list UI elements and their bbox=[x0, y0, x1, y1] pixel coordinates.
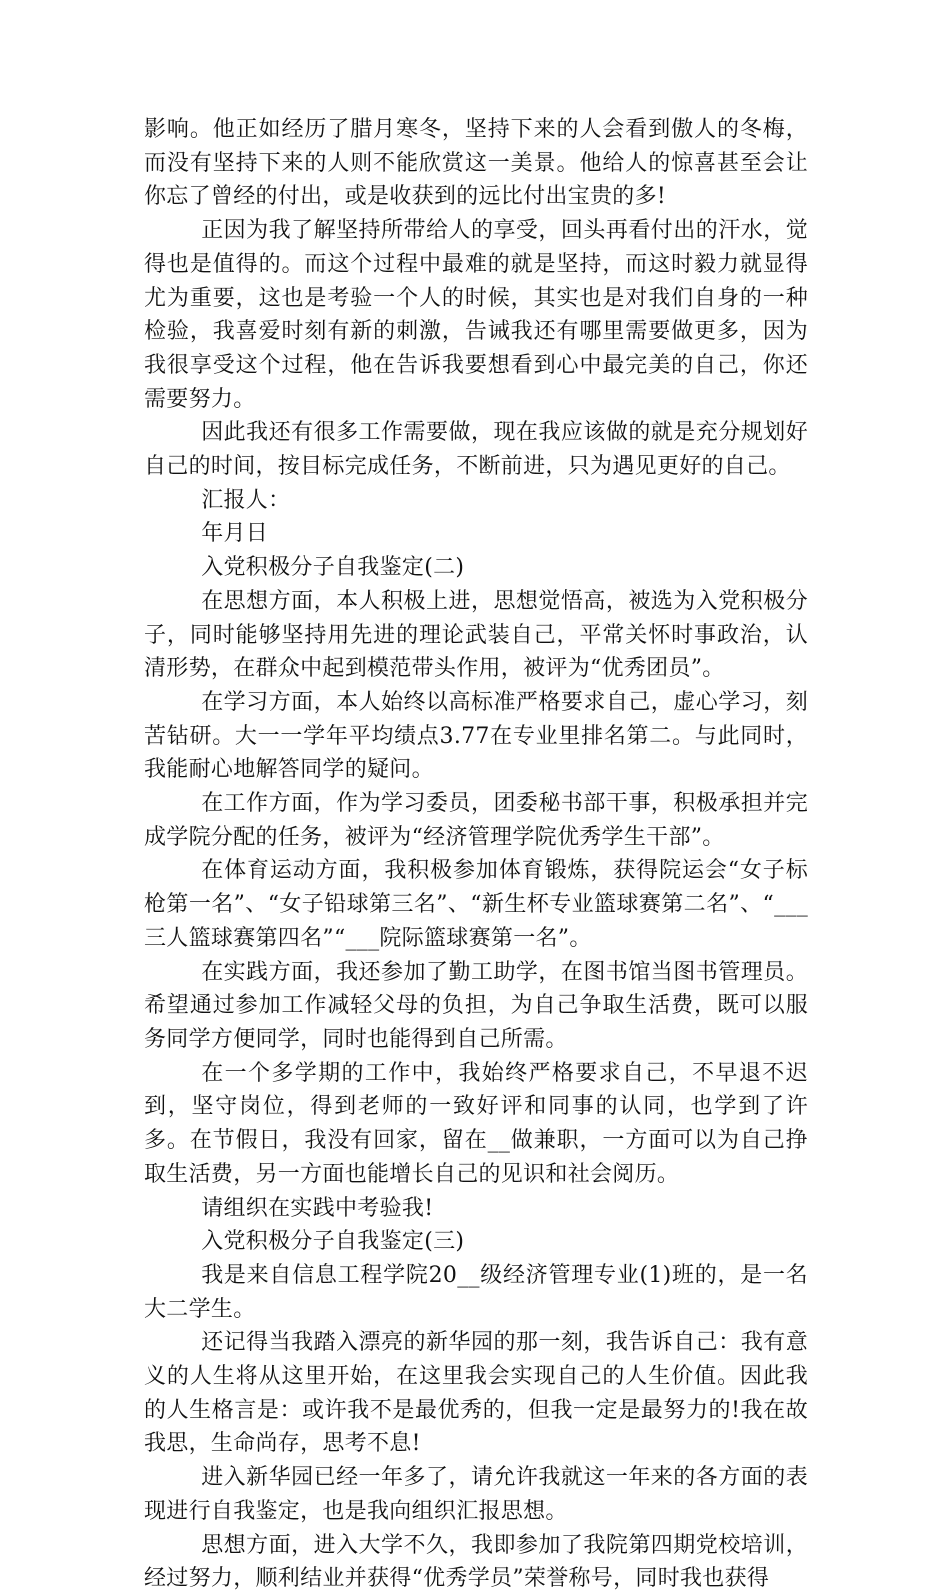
paragraph: 在实践方面，我还参加了勤工助学，在图书馆当图书管理员。希望通过参加工作减轻父母的负担，为自己争取生活费，既可以服务同学方便同学，同时也能得到自己所需。 bbox=[144, 959, 808, 1052]
paragraph: 我是来自信息工程学院20__级经济管理专业(1)班的，是一名大二学生。 bbox=[144, 1262, 808, 1322]
paragraph: 影响。他正如经历了腊月寒冬，坚持下来的人会看到傲人的冬梅，而没有坚持下来的人则不能欣赏这一美景。他给人的惊喜甚至会让你忘了曾经的付出，或是收获到的远比付出宝贵的多! bbox=[144, 117, 808, 210]
paragraph: 在思想方面，本人积极上进，思想觉悟高，被选为入党积极分子，同时能够坚持用先进的理论武装自己，平常关怀时事政治，认清形势，在群众中起到模范带头作用，被评为“优秀团员”。 bbox=[144, 588, 808, 682]
paragraph: 在工作方面，作为学习委员，团委秘书部干事，积极承担并完成学院分配的任务，被评为“经济管理学院优秀学生干部”。 bbox=[144, 791, 808, 850]
section-heading: 入党积极分子自我鉴定(三) bbox=[201, 1229, 465, 1255]
section-heading: 入党积极分子自我鉴定(二) bbox=[201, 555, 465, 581]
document-page bbox=[144, 113, 808, 1596]
paragraph: 思想方面，进入大学不久，我即参加了我院第四期党校培训，经过努力，顺利结业并获得“优秀学员”荣誉称号，同时我也获得 bbox=[144, 1532, 808, 1592]
date-label: 年月日 bbox=[201, 521, 269, 547]
paragraph: 还记得当我踏入漂亮的新华园的那一刻，我告诉自己：我有意义的人生将从这里开始，在这里我会实现自己的人生价值。因此我的人生格言是：或许我不是最优秀的，但我一定是最努力的!我在故我思，生命尚存，思考不息! bbox=[144, 1330, 808, 1457]
paragraph: 在一个多学期的工作中，我始终严格要求自己，不早退不迟到，坚守岗位，得到老师的一致好评和同事的认同，也学到了许多。在节假日，我没有回家，留在__做兼职，一方面可以为自己挣取生活费，另一方面也能增长自己的见识和社会阅历。 bbox=[144, 1060, 808, 1187]
paragraph: 在学习方面，本人始终以高标准严格要求自己，虚心学习，刻苦钻研。大一一学年平均绩点3.77在专业里排名第二。与此同时，我能耐心地解答同学的疑问。 bbox=[144, 689, 808, 783]
reporter-label: 汇报人： bbox=[201, 487, 291, 513]
paragraph: 正因为我了解坚持所带给人的享受，回头再看付出的汗水，觉得也是值得的。而这个过程中最难的就是坚持，而这时毅力就显得尤为重要，这也是考验一个人的时候，其实也是对我们自身的一种检验，我喜爱时刻有新的刺激，告诫我还有哪里需要做更多，因为我很享受这个过程，他在告诉我要想看到心中最完美的自己，你还需要努力。 bbox=[144, 218, 808, 412]
paragraph: 请组织在实践中考验我! bbox=[201, 1195, 434, 1221]
paragraph: 进入新华园已经一年多了，请允许我就这一年来的各方面的表现进行自我鉴定，也是我向组织汇报思想。 bbox=[144, 1465, 808, 1524]
paragraph: 因此我还有很多工作需要做，现在我应该做的就是充分规划好自己的时间，按目标完成任务，不断前进，只为遇见更好的自己。 bbox=[144, 420, 808, 480]
paragraph: 在体育运动方面，我积极参加体育锻炼，获得院运会“女子标枪第一名”、“女子铅球第三名”、“新生杯专业篮球赛第二名”、“___三人篮球赛第四名”“___院际篮球赛第一名”。 bbox=[144, 858, 808, 951]
